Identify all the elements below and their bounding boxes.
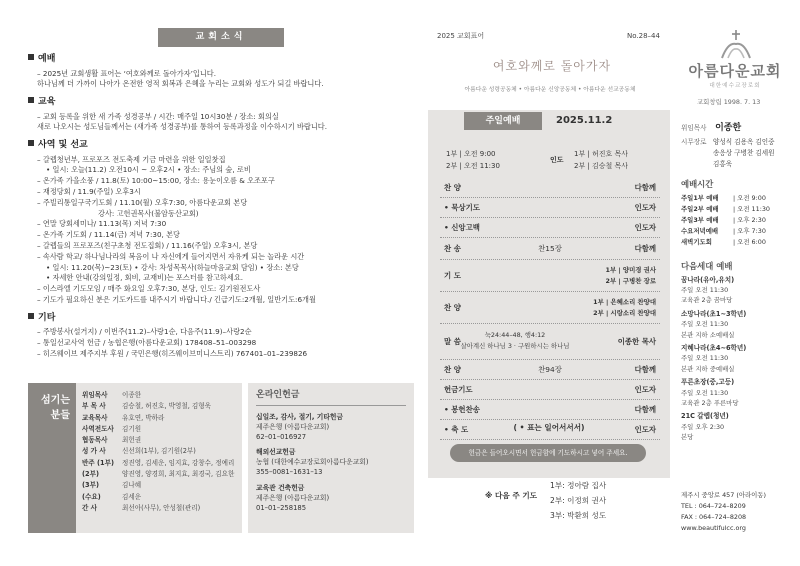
news-line: – 교회 등록을 위한 새 가족 성경공부 / 시간: 매주일 10시30분 / 장소: 회의실 [37, 111, 279, 121]
staff-role: 부 목 사 [82, 402, 106, 411]
bank-name: 농협 (대한예수교장로회아름다운교회) [256, 458, 369, 467]
staff-names: 최선아(사무), 안성철(관리) [122, 503, 201, 512]
motto: 여호와께로 돌아가자 [492, 59, 612, 73]
news-section-heading [28, 139, 414, 153]
schedule-row [681, 193, 791, 204]
news-section [28, 139, 414, 306]
news-line: 강사: 고헌권목사(불암동산교회) [98, 208, 199, 218]
service-item-leaders [606, 265, 657, 287]
staff-role: (수요) [82, 492, 101, 501]
staff-row [82, 503, 240, 514]
news-sections [28, 53, 414, 360]
elders-names [713, 137, 798, 170]
elders-line: 김홍욱 [713, 160, 733, 168]
leader-label: 인도 [550, 156, 564, 164]
staff-role: (2부) [82, 470, 99, 479]
staff-names: 이종한 [122, 391, 142, 399]
nextgen-place: 본관 지하 중예배실 [681, 364, 735, 373]
news-line: – 2025년 교회생활 표어는 ‘여호와께로 돌아가자’입니다. [37, 68, 217, 78]
staff-title-line1: 섬기는 [41, 395, 70, 406]
news-section [28, 96, 414, 133]
service-item-leader: 이종한 목사 [617, 337, 656, 346]
volume-number: No.28–44 [627, 32, 660, 40]
schedule-time: | 오후 7:30 [733, 227, 766, 236]
staff-names: 김나혜 [122, 481, 142, 490]
news-section-heading-text: 기타 [38, 312, 56, 323]
next-week-item: 3부: 박환희 성도 [550, 511, 607, 520]
news-line: – 갈렙들의 프로포즈(친구초청 전도집회) / 11.16(주일) 오후3시, 본당 [37, 241, 258, 251]
church-logo-icon [718, 28, 754, 64]
service-item-leader: 인도자 [634, 223, 656, 232]
online-offering-box [248, 383, 414, 533]
news-section [28, 53, 414, 90]
stand-note: ( • 표는 일어서서서) [513, 423, 585, 432]
schedule-list [681, 193, 791, 249]
address: 제주시 중앙로 457 (아라이동) [681, 491, 767, 499]
schedule-time: | 오전 6:00 [733, 238, 766, 247]
bank-name: 제주은행 (아름다운교회) [256, 493, 330, 502]
staff-names: 정진영, 김세운, 임지효, 강창수, 정예리 [122, 458, 235, 467]
fax: FAX : 064–724–8208 [681, 513, 747, 521]
offering-account [256, 483, 406, 514]
news-line: – 통일선교사역 헌금 / 농협은행(아름다운교회) 178408–51–003298 [37, 338, 257, 348]
staff-names: 김승철, 허진호, 박영철, 김형욱 [122, 402, 212, 411]
service-item-name: • 신앙고백 [444, 223, 480, 232]
service-item-name: • 봉헌찬송 [444, 405, 480, 414]
schedule-row [681, 226, 791, 237]
motto-year: 2025 교회표어 [437, 32, 485, 40]
service-item-leader: 다함께 [634, 365, 656, 374]
news-line: – 기도가 필요하신 분은 기도카드를 내주시기 바랍니다./ 긴급기도:2개월, 일반기도:6개월 [37, 295, 316, 305]
square-bullet-icon [28, 97, 34, 103]
staff-role: 위임목사 [82, 391, 108, 399]
service-item-detail: 찬15장 [538, 244, 562, 253]
staff-role: 교육목사 [82, 413, 108, 422]
staff-row [82, 390, 240, 401]
service-item-leaders [593, 297, 656, 319]
news-line: 새로 나오시는 성도님들께서는 (새가족 성경공부)를 통하여 등록과정을 이수하시기 바랍니다. [37, 122, 328, 132]
service-item-leader: 인도자 [634, 425, 656, 434]
staff-row [82, 424, 240, 435]
schedule-time: | 오전 9:00 [733, 193, 766, 202]
service-item-name: 헌금기도 [444, 385, 473, 394]
nextgen-name: 21C 갈렙(청년) [681, 412, 729, 421]
service-item-leader: 다함께 [634, 405, 656, 414]
news-section-heading [28, 96, 414, 110]
news-line: • 일시: 11.20(목)~23(토) • 강사: 차성목목사(하늘마음교회 담임) • 장소: 본당 [46, 262, 299, 272]
service-time-1: 1부 | 오전 9:00 [446, 150, 496, 158]
news-line: – 주빌리통일구국기도회 / 11.10(월) 오후7:30, 아름다운교회 본당 [37, 197, 248, 207]
square-bullet-icon [28, 54, 34, 60]
square-bullet-icon [28, 140, 34, 146]
pastor-label: 위임목사 [681, 124, 707, 132]
service-item [440, 400, 660, 420]
sermon-info [440, 330, 590, 352]
nextgen-name: 꿈나라(유아,유치) [681, 275, 735, 284]
service-times [446, 148, 500, 172]
news-panel [28, 28, 414, 360]
service-item-name: 찬 양 [444, 303, 461, 312]
service-item-leader: 다함께 [634, 183, 656, 192]
next-week-item: 2부: 이정희 권사 [550, 496, 607, 505]
nextgen-place: 교육관 2층 푸른마당 [681, 399, 739, 408]
schedule-service: 주일2부 예배 [681, 204, 719, 213]
offering-type: 십일조, 감사, 절기, 기타헌금 [256, 412, 344, 421]
nextgen-group [681, 275, 791, 306]
news-line: – 연말 당회세미나/ 11.13(목) 저녁 7:30 [37, 219, 167, 229]
staff-names: 신선희(1부), 김기원(2부) [122, 447, 196, 456]
sermon-title: 살아계신 하나님 3 · 구원하시는 하나님 [460, 342, 570, 350]
news-line: – 온가족 가을소풍 / 11.8(토) 10:00~15:00, 장소: 용눈이오름 & 오조포구 [37, 176, 275, 186]
service-item-detail: 찬94장 [538, 365, 562, 374]
schedule-service: 주일1부 예배 [681, 193, 719, 202]
next-week-list [550, 478, 606, 523]
staff-title [28, 383, 76, 533]
staff-row [82, 469, 240, 480]
staff-list [82, 390, 240, 514]
nextgen-name: 푸른초장(중,고등) [681, 378, 735, 387]
staff-box [28, 383, 242, 533]
service-item-leader: 2부 | 구병찬 장로 [605, 277, 656, 285]
nextgen-list [681, 275, 791, 443]
phone: TEL : 064–724–8209 [681, 502, 746, 510]
service-item [440, 260, 660, 292]
leaders [574, 148, 628, 172]
service-item [440, 178, 660, 198]
news-line: – 온가족 기도회 / 11.14(금) 저녁 7:30, 본당 [37, 230, 180, 240]
service-item-leader: 1부 | 은혜소리 찬양대 [593, 298, 656, 306]
offering-account [256, 447, 406, 478]
offering-type: 해외선교헌금 [256, 448, 296, 457]
website-link[interactable]: www.beautifulcc.org [681, 524, 746, 532]
service-item-name: 말 씀 [444, 337, 461, 346]
staff-title-line2: 분들 [50, 410, 70, 421]
schedule-row [681, 204, 791, 215]
news-section-heading [28, 53, 414, 67]
staff-names: 유호연, 박하라 [122, 413, 165, 422]
scripture: 눅24:44–48, 행4:12 [484, 331, 546, 339]
service-item-name: 찬 양 [444, 365, 461, 374]
service-item-name: • 묵상기도 [444, 203, 480, 212]
slogans: 아름다운 성령공동체 • 아름다운 신앙공동체 • 아름다운 선교공동체 [464, 87, 636, 93]
staff-row [82, 401, 240, 412]
account-number: 62–01–016927 [256, 432, 307, 441]
news-section-heading [28, 312, 414, 326]
schedule-time: | 오전 11:30 [733, 204, 770, 213]
staff-row [82, 492, 240, 503]
schedule-service: 주일3부 예배 [681, 216, 719, 225]
service-item-leader: 다함께 [634, 244, 656, 253]
staff-role: 협동목사 [82, 436, 108, 445]
news-line: – 갈렙청년부, 프로포즈 전도축제 기금 마련을 위한 일일찻집 [37, 154, 226, 164]
staff-role: (3부) [82, 481, 99, 490]
account-number: 355–0081–1631–13 [256, 468, 323, 477]
nextgen-name: 소망나라(초1~3학년) [681, 309, 747, 318]
elders-line: 양성식 김용옥 김인중 [713, 138, 775, 146]
offering-type: 교육관 건축헌금 [256, 483, 305, 492]
senior-pastor [681, 122, 741, 136]
service-item [440, 198, 660, 218]
service-item [440, 360, 660, 380]
pastor-name: 이종한 [715, 123, 742, 133]
schedule-service: 새벽기도회 [681, 238, 712, 247]
service-item [440, 238, 660, 260]
staff-names: 양진영, 양경희, 최지효, 최경국, 김요한 [122, 470, 235, 479]
staff-names: 김기원 [122, 424, 142, 433]
service-item [440, 324, 660, 360]
news-line: • 자세한 안내(강의일정, 회비, 교재비)는 포스터를 참고하세요. [46, 273, 244, 283]
leader-2: 2부 | 김승철 목사 [574, 162, 629, 170]
nextgen-time: 주일 오전 11:30 [681, 388, 729, 397]
service-item-leader: 인도자 [634, 385, 656, 394]
schedule-row [681, 237, 791, 248]
worship-date: 2025.11.2 [556, 115, 613, 126]
nextgen-place: 본관 지하 소예배실 [681, 330, 735, 339]
news-line: 하나님께 더 가까이 나아가 온전한 영적 회복과 은혜을 누리는 교회와 성도가 되길 바랍니다. [37, 79, 324, 89]
nextgen-place: 교육관 2층 꿈마당 [681, 296, 733, 305]
nextgen-time: 주일 오전 11:30 [681, 354, 729, 363]
online-offering-title: 온라인헌금 [256, 389, 406, 406]
news-title: 교회소식 [158, 28, 284, 47]
nextgen-time: 주일 오전 11:30 [681, 320, 729, 329]
denomination: 대한예수교장로회 [709, 83, 761, 89]
news-section-heading-text: 예배 [38, 54, 56, 64]
bank-name: 제주은행 (아름다운교회) [256, 422, 330, 431]
service-item [440, 292, 660, 324]
service-item-leader: 2부 | 시랑소리 찬양대 [593, 309, 656, 317]
news-line: – 속사람 학교/ 하나님나라의 복음이 나 자신에게 들어지면서 자유케 되는 놀라운 시간 [37, 251, 305, 261]
nextgen-group [681, 309, 791, 340]
next-generation-services [681, 260, 791, 446]
next-week-label: ※ 다음 주 기도 [485, 491, 537, 500]
schedule-time: | 오후 2:30 [733, 216, 766, 225]
schedule-service: 수요저녁예배 [681, 227, 719, 236]
staff-row [82, 413, 240, 424]
elders-label: 시무장로 [681, 138, 707, 146]
staff-role: 사역전도사 [82, 424, 114, 433]
staff-row [82, 446, 240, 457]
news-section [28, 312, 414, 360]
staff-role: 반주 (1부) [82, 458, 115, 467]
news-line: • 일시: 오늘(11.2) 오전10시 ~ 오후2시 • 장소: 주님의 숲, 로비 [46, 165, 251, 175]
staff-names: 김세운 [122, 492, 142, 501]
service-item-leader: 인도자 [634, 203, 656, 212]
worship-order-box [428, 110, 670, 478]
leader-1: 1부 | 허진호 목사 [574, 150, 629, 158]
nextgen-place: 본당 [681, 433, 694, 442]
service-schedule [681, 178, 791, 249]
service-item-name: 기 도 [444, 271, 461, 280]
staff-role: 간 사 [82, 503, 98, 512]
nextgen-group [681, 377, 791, 408]
offering-note: 헌금은 들어오시면서 헌금함에 기도하시고 넣어 주세요. [450, 444, 646, 462]
news-line: – 이스라엘 기도모임 / 매주 화요일 오후7:30, 본당, 인도: 김기원전도사 [37, 284, 261, 294]
service-item-name: • 축 도 [444, 425, 469, 434]
offering-account [256, 412, 406, 443]
service-item-name: 찬 양 [444, 183, 461, 192]
nextgen-title: 다음세대 예배 [681, 261, 733, 271]
staff-row [82, 480, 240, 491]
elders [681, 137, 799, 173]
staff-row [82, 458, 240, 469]
schedule-row [681, 215, 791, 226]
service-item [440, 380, 660, 400]
news-line: – 히즈웨이브 제주지부 후원 / 국민은행(히즈웨이브미니스트리) 767401–01–239826 [37, 348, 308, 358]
account-number: 01–01–258185 [256, 504, 307, 512]
news-line: – 주방봉사(설거지) / 이번주(11.2)–사랑1순, 다음주(11.9)–사랑2순 [37, 327, 252, 337]
nextgen-group [681, 343, 791, 374]
nextgen-name: 지혜나라(초4~6학년) [681, 344, 747, 353]
news-section-heading-text: 교육 [38, 97, 56, 108]
nextgen-time: 주일 오전 11:30 [681, 286, 729, 295]
square-bullet-icon [28, 313, 34, 319]
online-offering-groups [256, 412, 406, 514]
founded-date: 교회창립 1998. 7. 13 [697, 98, 761, 106]
nextgen-group [681, 411, 791, 442]
contact-info [681, 490, 766, 534]
church-name: 아름다운교회 [688, 62, 782, 80]
nextgen-time: 주일 오후 2:30 [681, 422, 725, 431]
worship-title: 주일예배 [464, 112, 542, 130]
elders-line: 송응상 구병찬 김세원 [713, 149, 775, 157]
next-week-item: 1부: 정아람 집사 [550, 481, 607, 490]
service-item-name: 찬 송 [444, 244, 461, 253]
staff-row [82, 435, 240, 446]
service-item [440, 218, 660, 238]
news-line: – 재정당회 / 11.9(주일) 오후3시 [37, 187, 141, 197]
staff-role: 성 가 사 [82, 447, 106, 456]
staff-names: 최헌권 [122, 436, 142, 445]
schedule-title: 예배시간 [681, 179, 714, 189]
service-item-leader: 1부 | 양미경 권사 [605, 266, 656, 274]
service-time-2: 2부 | 오전 11:30 [446, 162, 500, 170]
news-section-heading-text: 사역 및 선교 [38, 140, 88, 151]
